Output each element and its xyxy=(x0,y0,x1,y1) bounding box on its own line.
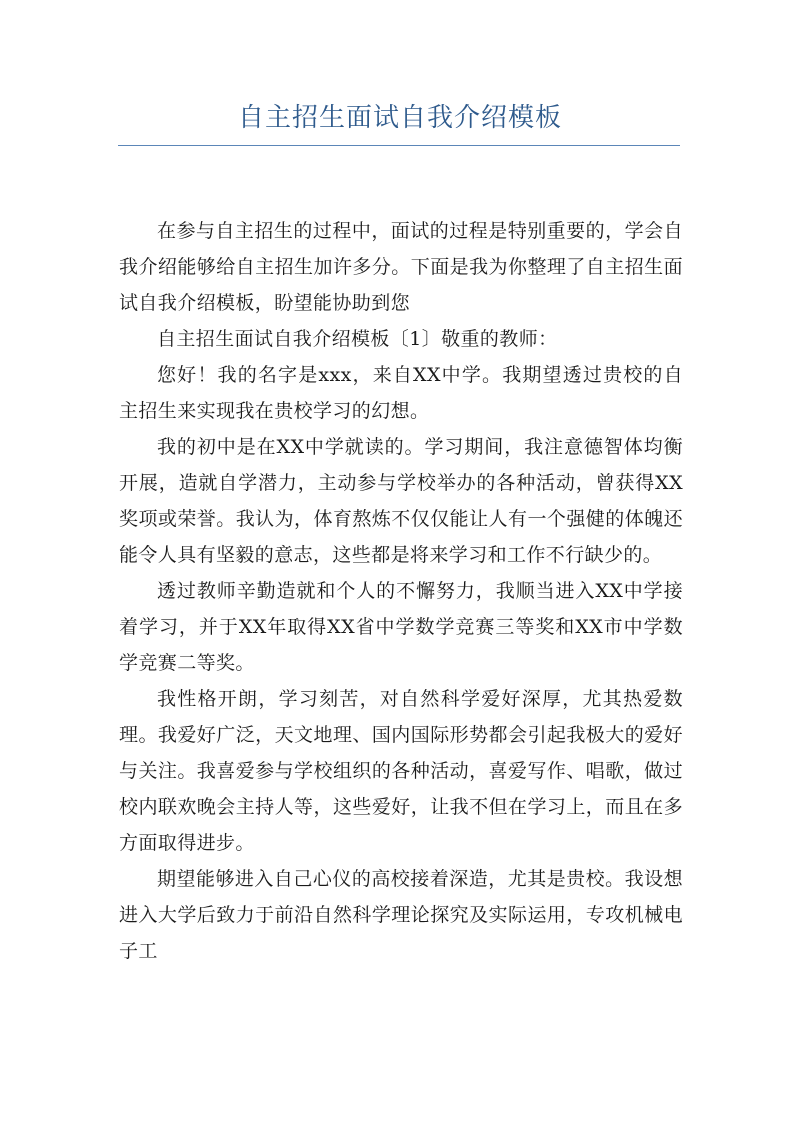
paragraph-personality: 我性格开朗，学习刻苦，对自然科学爱好深厚，尤其热爱数理。我爱好广泛，天文地理、国内国际形势都会引起我极大的爱好与关注。我喜爱参与学校组织的各种活动，喜爱写作、唱歌，做过校内联欢晚会主持人等，这些爱好，让我不但在学习上，而且在多方面取得进步。 xyxy=(119,688,683,854)
document-title: 自主招生面试自我介绍模板 xyxy=(237,103,562,133)
paragraph-intro: 在参与自主招生的过程中，面试的过程是特别重要的，学会自我介绍能够给自主招生加许多分。下面是我为你整理了自主招生面试自我介绍模板，盼望能协助到您 xyxy=(119,220,683,314)
title-underline xyxy=(118,145,680,146)
document-body xyxy=(119,213,683,969)
paragraph-aspiration: 期望能够进入自己心仪的高校接着深造，尤其是贵校。我设想进入大学后致力于前沿自然科学理论探究及实际运用，专攻机械电子工 xyxy=(119,868,683,962)
paragraph-achievements: 透过教师辛勤造就和个人的不懈努力，我顺当进入XX中学接着学习，并于XX年取得XX省中学数学竞赛三等奖和XX市中学数学竞赛二等奖。 xyxy=(119,580,683,674)
paragraph-junior-school: 我的初中是在XX中学就读的。学习期间，我注意德智体均衡开展，造就自学潜力，主动参与学校举办的各种活动，曾获得XX奖项或荣誉。我认为，体育熬炼不仅仅能让人有一个强健的体魄还能令人具有坚毅的意志，这些都是将来学习和工作不行缺少的。 xyxy=(119,436,683,566)
paragraph-template-heading: 自主招生面试自我介绍模板〔1〕敬重的教师： xyxy=(157,328,558,350)
paragraph-greeting: 您好！我的名字是xxx，来自XX中学。我期望透过贵校的自主招生来实现我在贵校学习的幻想。 xyxy=(119,364,683,422)
